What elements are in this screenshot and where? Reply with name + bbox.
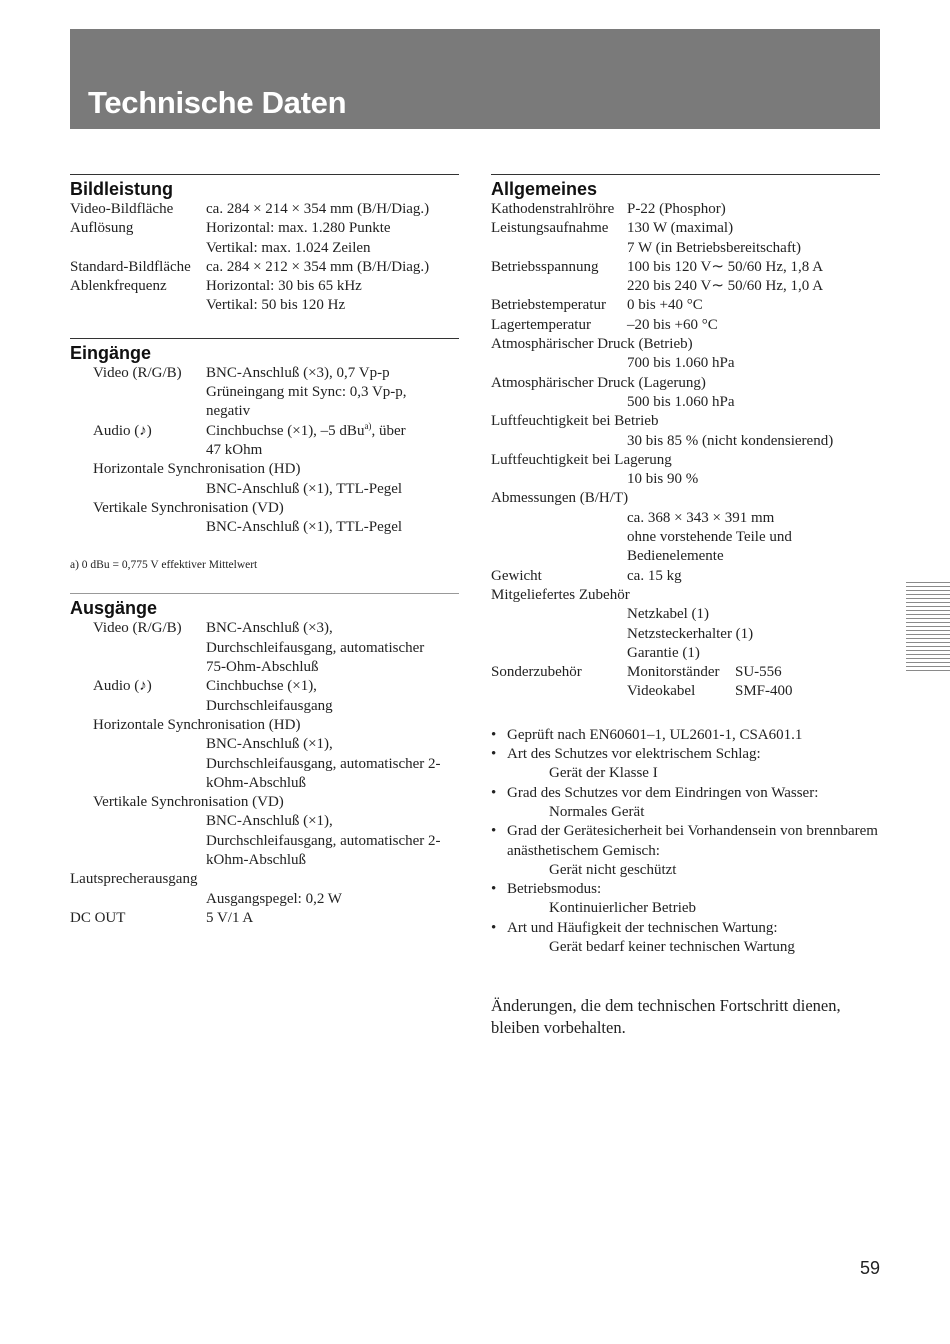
spec-value [627, 682, 880, 701]
spec-row [491, 663, 880, 682]
spec-label: Betriebsspannung [491, 258, 599, 275]
list-item [491, 880, 880, 919]
spec-value: ca. 284 × 212 × 354 mm (B/H/Diag.) [206, 258, 430, 275]
spec-value: 7 W (in Betriebsbereitschaft) [627, 239, 801, 256]
spec-label: Vertikale Synchronisation (VD) [93, 499, 284, 516]
section-heading-allgemeines: Allgemeines [491, 179, 598, 199]
list-item-text: Art des Schutzes vor elektrischem Schlag: [507, 746, 761, 763]
spec-value: ca. 284 × 214 × 354 mm (B/H/Diag.) [206, 201, 430, 217]
spec-value: kOhm-Abschluß [206, 852, 306, 869]
spec-row [70, 200, 459, 219]
spec-label: Video-Bildfläche [70, 201, 174, 217]
spec-row [70, 219, 459, 238]
audio-value-suffix: , über [371, 422, 406, 439]
spec-label: Horizontale Synchronisation (HD) [93, 716, 301, 733]
spec-value: Durchschleifausgang [206, 697, 333, 714]
section-ausgaenge [70, 593, 459, 928]
spec-label: Luftfeuchtigkeit bei Lagerung [491, 451, 672, 468]
left-column [70, 174, 459, 928]
spec-value: Grüneingang mit Sync: 0,3 Vp-p, [206, 384, 407, 401]
spec-label: Video (R/G/B) [93, 364, 182, 381]
spec-value: P-22 (Phosphor) [627, 201, 726, 217]
page-number: 59 [859, 1258, 880, 1278]
spec-value: Ausgangspegel: 0,2 W [206, 890, 342, 907]
spec-value [206, 422, 459, 441]
spec-value: BNC-Anschluß (×1), TTL-Pegel [206, 480, 403, 497]
spec-label: Auflösung [70, 220, 134, 237]
spec-row [491, 258, 880, 277]
list-item-detail: Gerät bedarf keiner technischen Wartung [549, 938, 795, 955]
section-heading-bildleistung: Bildleistung [70, 179, 173, 199]
list-item [491, 919, 880, 958]
spec-label: Lagertemperatur [491, 316, 591, 333]
spec-value: Durchschleifausgang, automatischer 2- [206, 755, 441, 772]
spec-table-bildleistung [70, 200, 459, 316]
spec-row [491, 316, 880, 335]
spec-row [70, 677, 459, 696]
spec-value: ohne vorstehende Teile und [627, 529, 792, 546]
page-title: Technische Daten [88, 85, 347, 120]
spec-label: Video (R/G/B) [93, 620, 182, 637]
list-item-text: Betriebsmodus: [507, 881, 602, 898]
spec-label: Luftfeuchtigkeit bei Betrieb [491, 413, 659, 430]
spec-value: 30 bis 85 % (nicht kondensierend) [627, 432, 834, 449]
spec-value: Horizontal: 30 bis 65 kHz [206, 278, 362, 295]
right-column [491, 174, 880, 1056]
option-code: SMF-400 [735, 683, 793, 700]
section-edge-marker [906, 582, 950, 674]
list-item [491, 745, 880, 784]
spec-value: 100 bis 120 V∼ 50/60 Hz, 1,8 A [627, 258, 824, 275]
spec-value: Netzsteckerhalter (1) [627, 625, 754, 642]
spec-table-allgemeines [491, 200, 880, 702]
spec-row [70, 258, 459, 277]
footnote: a) 0 dBu = 0,775 V effektiver Mittelwert [70, 559, 258, 572]
spec-value: Durchschleifausgang, automatischer [206, 639, 425, 656]
spec-value: BNC-Anschluß (×1), TTL-Pegel [206, 519, 403, 536]
spec-value: ca. 15 kg [627, 567, 682, 584]
spec-value: BNC-Anschluß (×1), [206, 813, 333, 830]
option-name: Monitorständer [627, 664, 720, 681]
change-notice: Änderungen, die dem technischen Fortschritt dienen, bleiben vorbehalten. [491, 996, 841, 1038]
spec-label: Audio (♪) [93, 422, 152, 439]
spec-value: Garantie (1) [627, 644, 700, 661]
spec-value: BNC-Anschluß (×1), [206, 736, 333, 753]
spec-label: Mitgeliefertes Zubehör [491, 586, 630, 603]
spec-value: Durchschleifausgang, automatischer 2- [206, 832, 441, 849]
spec-row [491, 200, 880, 219]
spec-label: Atmosphärischer Druck (Lagerung) [491, 374, 706, 391]
spec-value: 75-Ohm-Abschluß [206, 659, 319, 676]
spec-table-ausgaenge-misc [70, 870, 459, 928]
spec-table-ausgaenge [70, 619, 459, 870]
option-name: Videokabel [627, 683, 696, 700]
spec-row [491, 219, 880, 238]
spec-value: 220 bis 240 V∼ 50/60 Hz, 1,0 A [627, 278, 824, 295]
spec-value [627, 663, 880, 682]
spec-value: 10 bis 90 % [627, 471, 699, 488]
spec-value: 700 bis 1.060 hPa [627, 355, 735, 372]
list-item-detail: Gerät der Klasse I [549, 765, 658, 782]
list-item-detail: Normales Gerät [549, 803, 645, 820]
list-item [491, 784, 880, 823]
footnote-ref: a) [364, 420, 372, 431]
list-item [491, 726, 880, 745]
spec-table-eingaenge [70, 364, 459, 538]
spec-value: Netzkabel (1) [627, 606, 710, 623]
list-item-detail: Gerät nicht geschützt [549, 861, 677, 878]
list-item-detail: Kontinuierlicher Betrieb [549, 900, 697, 917]
spec-label: Horizontale Synchronisation (HD) [93, 461, 301, 478]
spec-value: Vertikal: 50 bis 120 Hz [206, 297, 346, 314]
spec-label: Atmosphärischer Druck (Betrieb) [491, 336, 693, 353]
spec-value: 130 W (maximal) [627, 220, 734, 237]
spec-label: Audio (♪) [93, 678, 152, 695]
spec-row [491, 296, 880, 315]
spec-value: 47 kOhm [206, 441, 263, 458]
title-banner [70, 29, 880, 129]
spec-label: Leistungsaufnahme [491, 220, 609, 237]
spec-value: BNC-Anschluß (×3), [206, 620, 333, 637]
spec-row [70, 619, 459, 638]
spec-label: Kathodenstrahlröhre [491, 201, 615, 217]
spec-label: Gewicht [491, 567, 542, 584]
spec-row [70, 277, 459, 296]
spec-label: DC OUT [70, 909, 126, 926]
compliance-list [491, 726, 880, 958]
list-item-text: Grad des Schutzes vor dem Eindringen von Wasser: [507, 784, 819, 801]
spec-value: Horizontal: max. 1.280 Punkte [206, 220, 391, 237]
spec-value: Cinchbuchse (×1), [206, 678, 317, 695]
spec-label: Abmessungen (B/H/T) [491, 490, 629, 507]
spec-value: Bedienelemente [627, 548, 724, 565]
section-eingaenge [70, 338, 459, 572]
spec-row [70, 296, 459, 315]
spec-label: Betriebstemperatur [491, 297, 606, 314]
list-item-text: Grad der Gerätesicherheit bei Vorhandensein von brennbarem anästhetischem Gemisch: [507, 823, 878, 859]
section-heading-ausgaenge: Ausgänge [70, 598, 158, 619]
audio-value-text: Cinchbuchse (×1), –5 dBu [206, 422, 365, 439]
spec-label: Ablenkfrequenz [70, 278, 167, 295]
spec-value: 0 bis +40 °C [627, 297, 703, 314]
list-item [491, 822, 880, 880]
spec-value: kOhm-Abschluß [206, 774, 306, 791]
spec-label: Vertikale Synchronisation (VD) [93, 794, 284, 811]
spec-value: 5 V/1 A [206, 909, 254, 926]
spec-label: Sonderzubehör [491, 664, 582, 681]
spec-value: ca. 368 × 343 × 391 mm [627, 509, 775, 526]
spec-row [70, 364, 459, 383]
spec-label: Standard-Bildfläche [70, 258, 191, 275]
spec-value: –20 bis +60 °C [627, 316, 718, 333]
spec-label: Lautsprecherausgang [70, 871, 198, 888]
list-item-text: Art und Häufigkeit der technischen Wartung: [507, 919, 778, 936]
spec-value: BNC-Anschluß (×3), 0,7 Vp-p [206, 364, 390, 381]
section-bildleistung [70, 174, 459, 316]
list-item-text: Geprüft nach EN60601–1, UL2601-1, CSA601.1 [507, 726, 803, 743]
spec-row [70, 239, 459, 258]
option-code: SU-556 [735, 664, 782, 681]
spec-value: negativ [206, 403, 251, 420]
spec-row [70, 909, 459, 928]
spec-value: Vertikal: max. 1.024 Zeilen [206, 239, 371, 256]
spec-row [491, 567, 880, 586]
spec-row [70, 422, 459, 441]
spec-value: 500 bis 1.060 hPa [627, 393, 735, 410]
section-heading-eingaenge: Eingänge [70, 342, 152, 363]
section-allgemeines [491, 174, 880, 702]
